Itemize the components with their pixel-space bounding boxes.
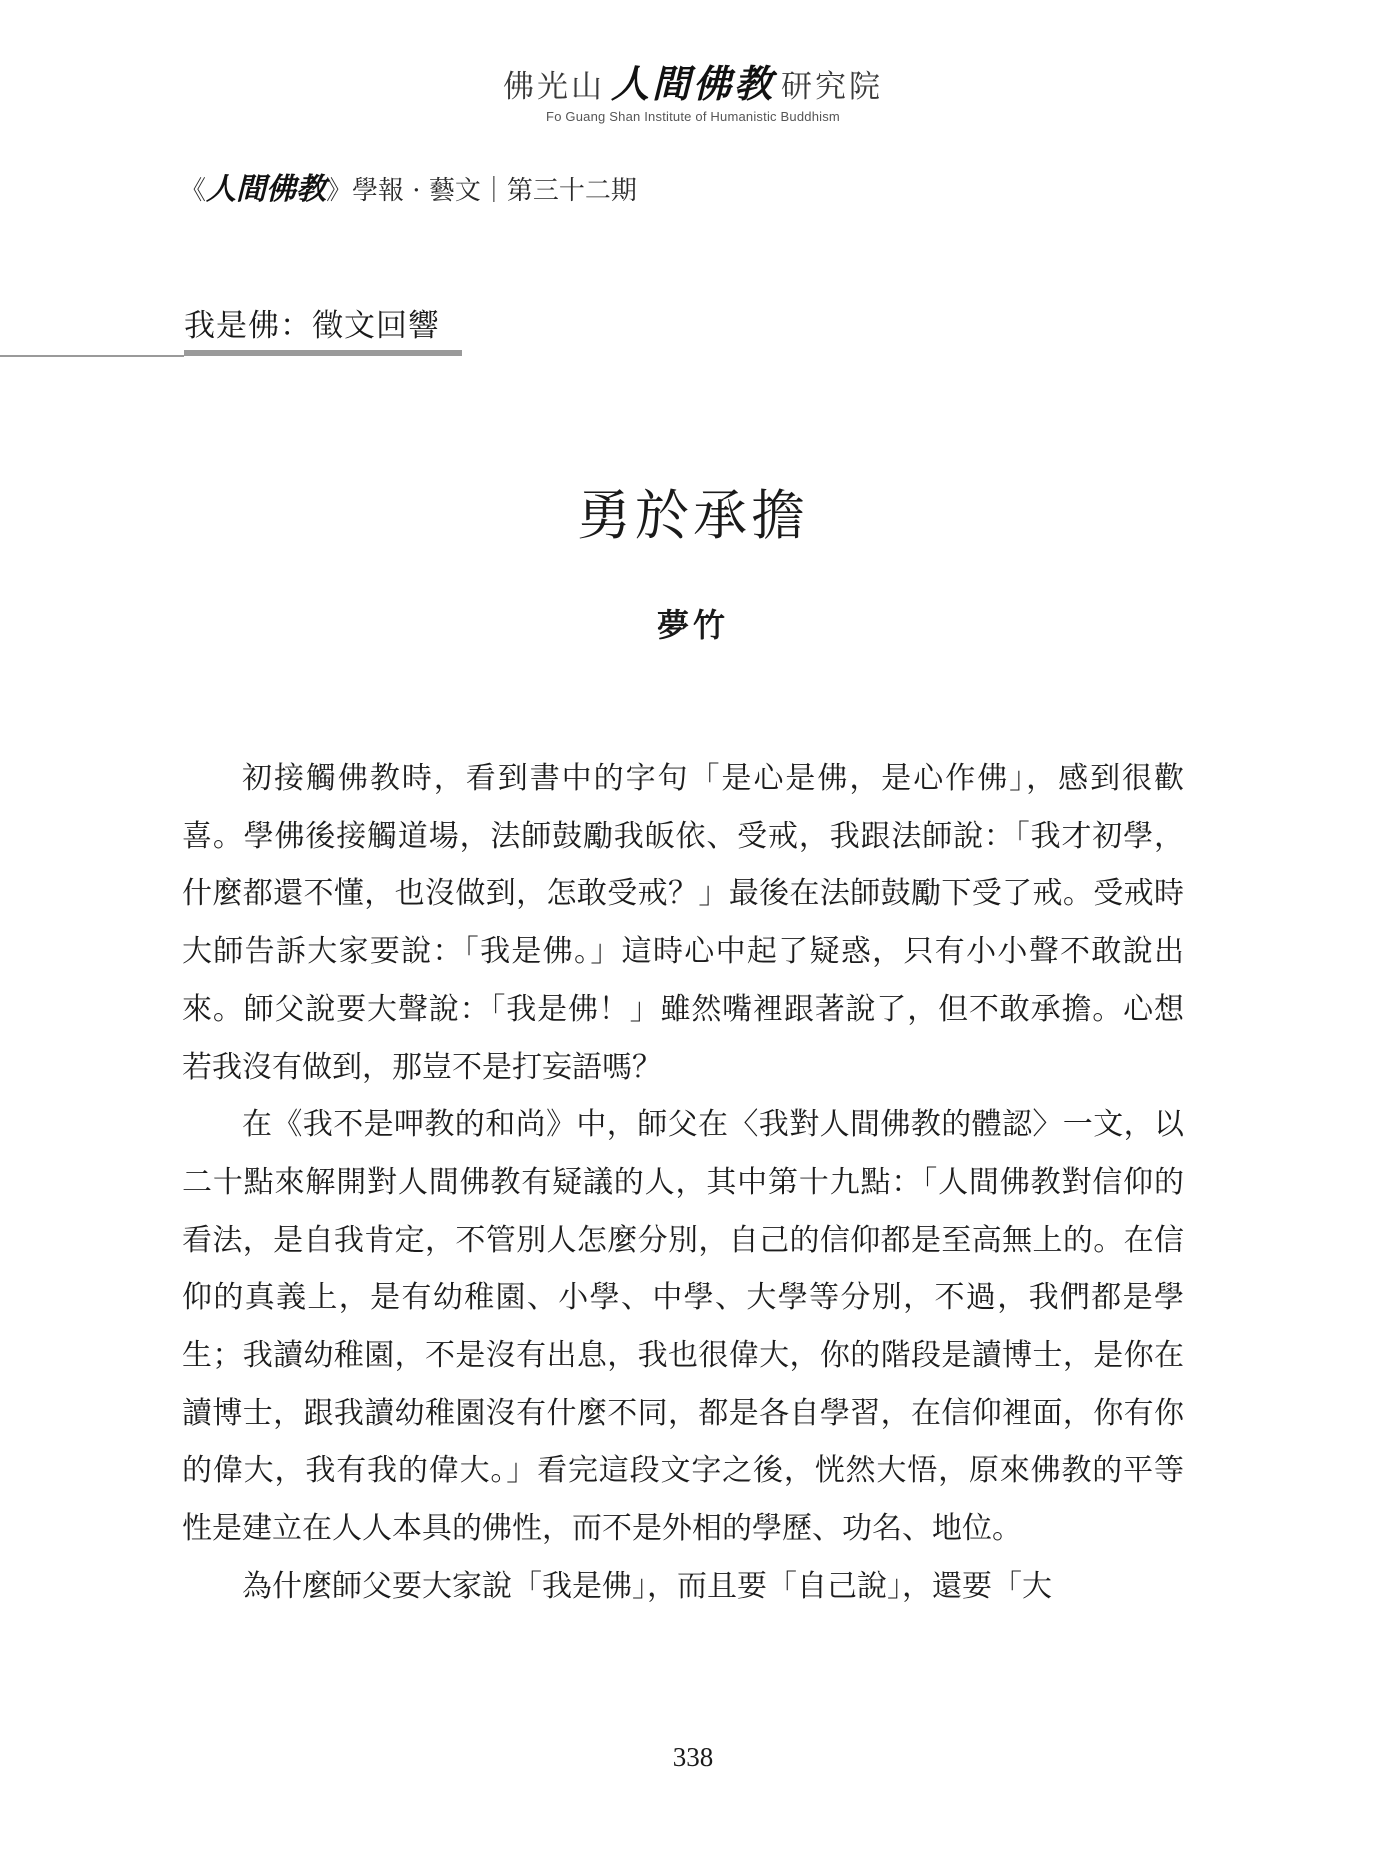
article-author: 夢竹 — [656, 606, 729, 644]
section-underline-bar — [184, 350, 462, 356]
page-number: 338 — [672, 1742, 714, 1772]
section-heading — [184, 300, 440, 345]
institute-header — [0, 62, 1386, 124]
section-label: 我是佛：徵文回響 — [184, 308, 440, 344]
body-paragraph-1: 初接觸佛教時，看到書中的字句「是心是佛，是心作佛」，感到很歡喜。學佛後接觸道場，法師鼓勵我皈依、受戒，我跟法師說：「我才初學，什麼都還不懂，也沒做到，怎敢受戒？」最後在法師鼓勵下受了戒。受戒時大師告訴大家要說：「我是佛。」這時心中起了疑惑，只有小小聲不敢說出來。師父說要大聲說：「我是佛！」雖然嘴裡跟著說了，但不敢承擔。心想若我沒有做到，那豈不是打妄語嗎？ — [182, 761, 1184, 1085]
institute-name — [0, 62, 1386, 109]
body-paragraph-3: 為什麼師父要大家說「我是佛」，而且要「自己說」，還要「大 — [242, 1568, 1052, 1604]
journal-close-bracket: 》 — [326, 176, 353, 206]
body-paragraph-2: 在《我不是呷教的和尚》中，師父在〈我對人間佛教的體認〉一文，以二十點來解開對人間佛教有疑議的人，其中第十九點：「人間佛教對信仰的看法，是自我肯定，不管別人怎麼分別，自己的信仰都是至高無上的。在信仰的真義上，是有幼稚園、小學、中學、大學等分別，不過，我們都是學生；我讀幼稚園，不是沒有出息，我也很偉大，你的階段是讀博士，是你在讀博士，跟我讀幼稚園沒有什麼不同，都是各自學習，在信仰裡面，你有你的偉大，我有我的偉大。」看完這段文字之後，恍然大悟，原來佛教的平等性是建立在人人本具的佛性，而不是外相的學歷、功名、地位。 — [182, 1107, 1184, 1547]
institute-english-name: Fo Guang Shan Institute of Humanistic Buddhism — [546, 109, 840, 124]
journal-issue-text: 學報 · 藝文｜第三十二期 — [352, 176, 637, 206]
article-title: 勇於承擔 — [577, 484, 809, 547]
institute-suffix: 研究院 — [781, 69, 883, 105]
institute-prefix: 佛光山 — [502, 69, 605, 105]
article-body — [182, 750, 1184, 1616]
journal-running-header — [180, 164, 637, 208]
section-divider-left — [0, 355, 184, 357]
institute-brand-logo: 人間佛教 — [610, 62, 775, 106]
journal-brand-logo: 人間佛教 — [206, 172, 327, 207]
journal-open-bracket: 《 — [180, 176, 207, 206]
